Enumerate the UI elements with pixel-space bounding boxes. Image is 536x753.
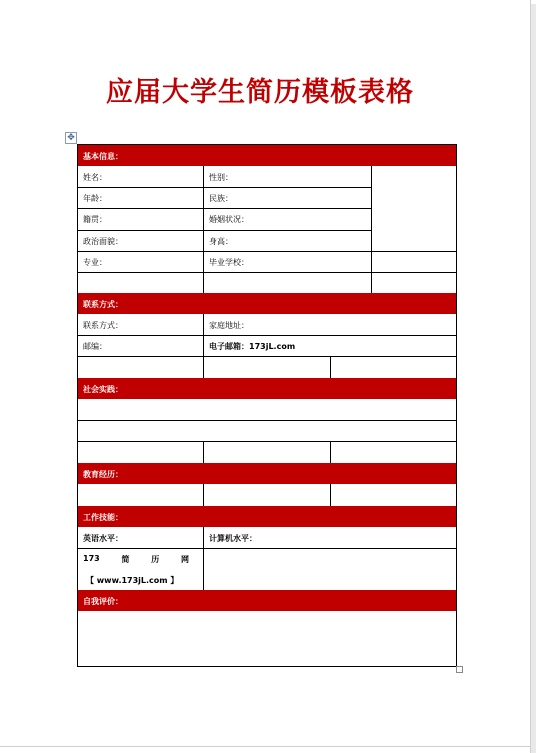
col-divider (371, 166, 372, 293)
row-divider (78, 187, 372, 188)
page-edge (530, 0, 531, 753)
section-header-education (78, 463, 456, 484)
field-computer[interactable]: 计算机水平： (209, 534, 257, 543)
resume-table (77, 144, 457, 667)
page-edge (0, 746, 531, 747)
watermark-char: 简 (121, 555, 130, 564)
col-divider (203, 441, 204, 463)
field-political[interactable]: 政治面貌： (83, 237, 123, 246)
section-label: 社会实践： (83, 385, 123, 394)
col-divider (330, 484, 331, 506)
field-age[interactable]: 年龄： (83, 194, 107, 203)
col-divider (203, 484, 204, 506)
watermark-brand (83, 554, 189, 565)
col-divider (203, 527, 204, 590)
field-school[interactable]: 毕业学校： (209, 258, 249, 267)
watermark-char: 173 (83, 554, 100, 563)
section-header-skills (78, 506, 456, 527)
col-divider (330, 356, 331, 378)
section-header-basic (78, 145, 456, 166)
table-resize-handle-icon[interactable] (456, 666, 463, 673)
field-name[interactable]: 姓名： (83, 173, 107, 182)
col-divider (330, 441, 331, 463)
field-marital[interactable]: 婚姻状况： (209, 215, 249, 224)
field-email[interactable]: 电子邮箱：173jL.com (209, 342, 296, 351)
section-label: 自我评价： (83, 597, 123, 606)
document-title: 应届大学生简历模板表格 (106, 77, 414, 108)
watermark-url: 【 www.173jL.com 】 (86, 576, 179, 585)
field-address[interactable]: 家庭地址： (209, 321, 249, 330)
field-postcode[interactable]: 邮编： (83, 342, 107, 351)
field-height[interactable]: 身高： (209, 237, 233, 246)
section-header-social (78, 378, 456, 399)
col-divider (203, 166, 204, 293)
field-english[interactable]: 英语水平： (83, 534, 123, 543)
row-divider (78, 230, 372, 231)
section-header-self (78, 590, 456, 611)
row-divider (78, 420, 456, 421)
row-divider (78, 335, 456, 336)
section-label: 教育经历： (83, 470, 123, 479)
col-divider (203, 314, 204, 378)
section-header-contact (78, 293, 456, 314)
field-major[interactable]: 专业： (83, 258, 107, 267)
row-divider (78, 356, 456, 357)
field-contact-method[interactable]: 联系方式： (83, 321, 123, 330)
row-divider (78, 251, 456, 252)
field-hometown[interactable]: 籍贯： (83, 215, 107, 224)
section-label: 联系方式： (83, 300, 123, 309)
section-label: 工作技能： (83, 513, 123, 522)
row-divider (78, 272, 456, 273)
row-divider (78, 548, 456, 549)
row-divider (78, 441, 456, 442)
watermark-char: 历 (151, 555, 160, 564)
watermark-char: 网 (181, 555, 189, 564)
page-shadow (531, 4, 536, 753)
row-divider (78, 208, 372, 209)
field-ethnicity[interactable]: 民族： (209, 194, 233, 203)
field-gender[interactable]: 性别： (209, 173, 233, 182)
table-move-handle-icon[interactable]: ✥ (65, 132, 77, 144)
section-label: 基本信息： (83, 152, 123, 161)
